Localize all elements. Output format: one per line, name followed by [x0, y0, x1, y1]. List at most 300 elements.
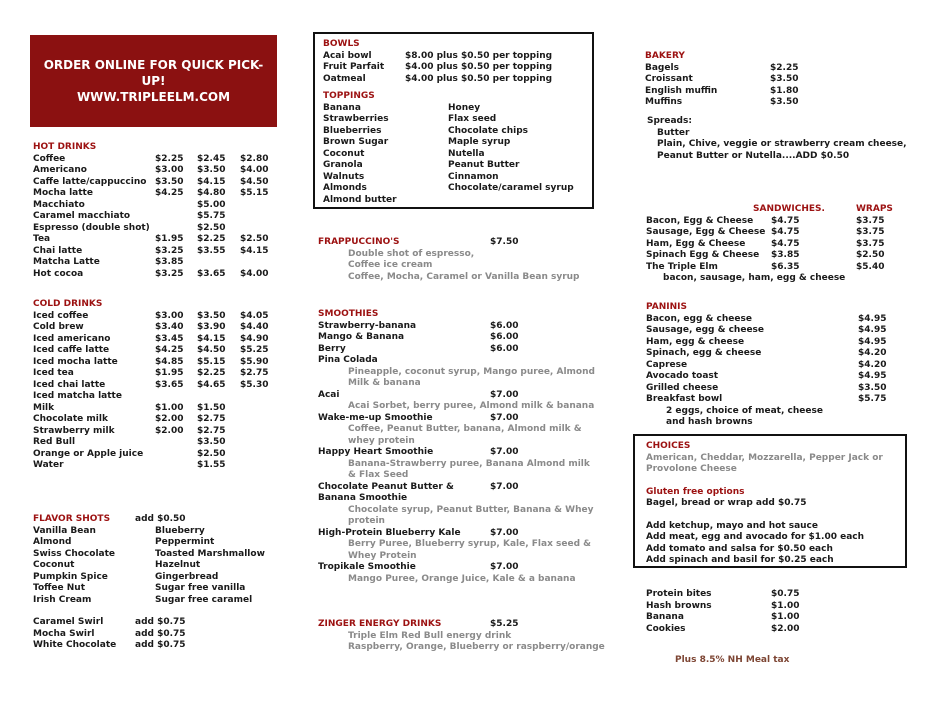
item-description: Mango Puree, Orange Juice, Kale & a banana	[348, 573, 576, 584]
tax-note: Plus 8.5% NH Meal tax	[675, 655, 790, 665]
item-name: Sausage, egg & cheese	[646, 325, 765, 335]
description-line: Double shot of espresso,	[348, 248, 475, 259]
description-line: Triple Elm Red Bull energy drink	[348, 630, 512, 641]
panini-row	[646, 348, 933, 360]
menu-item-row	[33, 322, 295, 334]
item-name: Croissant	[645, 74, 693, 84]
item-price: $7.00	[490, 527, 519, 538]
menu-item-row	[33, 234, 295, 246]
item-name: The Triple Elm	[646, 261, 718, 272]
section-title-cold-drinks: COLD DRINKS	[33, 299, 103, 309]
item-price-medium: $2.45	[197, 153, 226, 164]
add-ons-list	[646, 521, 897, 567]
item-price: $7.00	[490, 412, 519, 423]
flavor-row	[33, 560, 295, 572]
paninis-list	[646, 314, 933, 406]
choices-box	[633, 434, 907, 568]
section-title-choices: CHOICES	[646, 441, 691, 451]
sandwich-row	[646, 216, 933, 228]
section-sandwiches-wraps	[646, 204, 933, 285]
item-price-large: $4.05	[240, 310, 269, 321]
item-name: Breakfast bowl	[646, 394, 723, 404]
menu-item-row	[33, 311, 295, 323]
item-price-large: $5.25	[240, 345, 269, 355]
spreads-add-line: Peanut Butter or Nutella....ADD $0.50	[657, 150, 850, 161]
sandwich-price: $3.85	[771, 250, 800, 260]
item-price-medium: $3.90	[197, 322, 226, 332]
topping-right: Chocolate/caramel syrup	[448, 183, 574, 193]
topping-row	[323, 183, 584, 195]
menu-item-row	[33, 246, 295, 258]
item-name: Fruit Parfait	[323, 62, 385, 72]
item-name: Macchiato	[33, 199, 85, 210]
item-price: add $0.75	[135, 617, 186, 627]
premium-shots-list	[33, 617, 295, 652]
topping-right: Flax seed	[448, 114, 497, 124]
item-name: Pina Colada	[318, 355, 378, 365]
item-price-medium: $1.55	[197, 460, 226, 470]
item-price-small: $3.00	[155, 165, 184, 175]
smoothie-item	[318, 355, 614, 390]
item-price-large: $5.90	[240, 356, 269, 367]
sandwich-row	[646, 262, 933, 274]
item-name: Mango & Banana	[318, 332, 405, 342]
item-price: $1.80	[770, 85, 799, 96]
extra-row	[646, 589, 933, 601]
item-name: Cookies	[646, 623, 686, 634]
menu-item-row	[33, 165, 295, 177]
item-price-large: $4.90	[240, 333, 269, 344]
topping-row	[323, 126, 584, 138]
item-name: Grilled cheese	[646, 382, 719, 393]
item-price-small: $4.25	[155, 188, 184, 198]
item-name: Iced mocha latte	[33, 356, 118, 367]
item-price-large: $4.40	[240, 322, 269, 332]
smoothie-item	[318, 482, 614, 528]
panini-row	[646, 360, 933, 372]
sandwich-price: $4.75	[771, 215, 800, 226]
bakery-row	[645, 74, 933, 86]
item-price-small: $2.25	[155, 153, 184, 164]
column-header-wraps: WRAPS	[856, 204, 893, 214]
item-name: Muffins	[645, 97, 683, 107]
sandwich-price: $6.35	[771, 261, 800, 272]
item-price-small: $3.85	[155, 257, 184, 267]
zinger-price: $5.25	[490, 619, 519, 629]
flavor-name-left: Irish Cream	[33, 594, 92, 605]
menu-item-row	[33, 200, 295, 212]
section-extras	[646, 589, 933, 635]
item-name: Mocha Swirl	[33, 628, 95, 639]
smoothie-item	[318, 332, 614, 344]
item-description: Berry Puree, Blueberry syrup, Kale, Flax seed & Whey Protein	[348, 539, 592, 561]
cheese-options: American, Cheddar, Mozzarella, Pepper Jack or Provolone Cheese	[646, 452, 883, 474]
item-name: High-Protein Blueberry Kale	[318, 527, 461, 538]
topping-right: Peanut Butter	[448, 160, 520, 170]
flavor-name-right: Peppermint	[155, 537, 215, 547]
gluten-free-title: Gluten free options	[646, 486, 745, 497]
bowl-row	[323, 51, 584, 63]
flavor-name-left: Coconut	[33, 560, 75, 570]
wrap-price: $3.75	[856, 238, 885, 249]
wrap-price: $2.50	[856, 250, 885, 260]
section-zinger-energy-drinks	[318, 619, 618, 654]
topping-right: Nutella	[448, 148, 485, 159]
smoothie-item	[318, 344, 614, 356]
bowls-toppings-box	[313, 32, 594, 209]
flavor-name-right: Gingerbread	[155, 571, 219, 582]
panini-row	[646, 337, 933, 349]
item-price-medium: $2.75	[197, 414, 226, 424]
add-on-line: Add spinach and basil for $0.25 each	[646, 555, 834, 565]
smoothie-item	[318, 413, 614, 448]
triple-elm-footnote: bacon, sausage, ham, egg & cheese	[663, 273, 846, 283]
item-name: Iced americano	[33, 333, 111, 344]
description-line: Coffee ice cream	[348, 260, 433, 270]
item-name: Chai latte	[33, 245, 83, 256]
item-name: Spinach, egg & cheese	[646, 348, 762, 358]
item-price: $3.50	[770, 97, 799, 107]
menu-item-row	[33, 177, 295, 189]
item-price-medium: $3.50	[197, 437, 226, 447]
item-price-large: $4.15	[240, 245, 269, 256]
menu-item-row	[33, 414, 295, 426]
topping-row	[323, 114, 584, 126]
zinger-description	[318, 631, 618, 654]
item-price: $4.20	[858, 348, 887, 358]
flavor-row	[33, 583, 295, 595]
topping-left: Brown Sugar	[323, 137, 389, 147]
item-description: Acai Sorbet, berry puree, Almond milk & banana	[348, 401, 595, 411]
sandwich-row	[646, 239, 933, 251]
item-price: $3.50	[858, 382, 887, 393]
item-name: Tropikale Smoothie	[318, 562, 416, 572]
item-price: $4.95	[858, 336, 887, 347]
description-line: Raspberry, Orange, Blueberry or raspberry/orange	[348, 642, 605, 652]
topping-left: Strawberries	[323, 114, 389, 124]
menu-item-row	[33, 211, 295, 223]
topping-right: Maple syrup	[448, 137, 511, 147]
item-name: Avocado toast	[646, 371, 719, 381]
menu-item-row	[33, 345, 295, 357]
item-name: Oatmeal	[323, 73, 366, 84]
item-price-medium: $2.50	[197, 448, 226, 459]
bakery-row	[645, 63, 933, 75]
item-description: Chocolate syrup, Peanut Butter, Banana & Whey protein	[348, 504, 594, 526]
gluten-free-line: Bagel, bread or wrap add $0.75	[646, 498, 807, 508]
premium-shot-row	[33, 640, 295, 652]
item-price-small: $1.95	[155, 234, 184, 244]
item-price-medium: $4.50	[197, 345, 226, 355]
item-price-small: $3.50	[155, 176, 184, 187]
breakfast-bowl-footnote-2: and hash browns	[666, 417, 753, 427]
item-name: Ham, Egg & Cheese	[646, 238, 746, 249]
sandwich-row	[646, 250, 933, 262]
item-name: English muffin	[645, 85, 718, 96]
item-price-medium: $3.65	[197, 268, 226, 279]
topping-row	[323, 103, 584, 115]
item-price: $6.00	[490, 320, 519, 331]
flavor-name-left: Vanilla Bean	[33, 525, 96, 536]
flavor-name-left: Almond	[33, 537, 72, 547]
item-price: $7.00	[490, 481, 519, 492]
bakery-row	[645, 86, 933, 98]
topping-left: Walnuts	[323, 171, 365, 182]
item-price-medium: $2.75	[197, 425, 226, 436]
flavor-row	[33, 526, 295, 538]
flavor-name-right: Hazelnut	[155, 560, 201, 570]
item-price: $7.00	[490, 447, 519, 457]
item-price: add $0.75	[135, 640, 186, 650]
flavor-name-right: Sugar free vanilla	[155, 583, 246, 593]
item-price-small: $4.25	[155, 345, 184, 355]
banner-headline: ORDER ONLINE FOR QUICK PICK-UP!	[43, 58, 264, 88]
item-price-small: $3.25	[155, 245, 184, 256]
wrap-price: $3.75	[856, 215, 885, 226]
item-name: Caramel macchiato	[33, 211, 131, 221]
item-name: Caramel Swirl	[33, 617, 104, 627]
item-name: Bacon, egg & cheese	[646, 313, 752, 324]
item-name: White Chocolate	[33, 640, 117, 650]
menu-item-row	[33, 257, 295, 269]
item-price-small: $3.40	[155, 322, 184, 332]
item-price: $4.95	[858, 313, 887, 324]
topping-row	[323, 137, 584, 149]
add-on-line: Add meat, egg and avocado for $1.00 each	[646, 532, 865, 542]
item-price: add $0.75	[135, 628, 186, 639]
flavor-shots-list	[33, 526, 295, 607]
sandwich-row	[646, 227, 933, 239]
item-name: Iced coffee	[33, 310, 89, 321]
item-name: Banana	[646, 612, 684, 622]
item-price-medium: $4.15	[197, 176, 226, 187]
menu-item-row	[33, 403, 295, 415]
spreads-butter: Butter	[657, 127, 690, 138]
flavor-name-right: Sugar free caramel	[155, 594, 253, 605]
item-name: Bagels	[645, 62, 679, 73]
item-name: Strawberry-banana	[318, 320, 417, 331]
bowls-list	[323, 51, 584, 86]
item-name: Happy Heart Smoothie	[318, 447, 434, 457]
item-price: $1.00	[771, 600, 800, 611]
item-price-large: $4.50	[240, 176, 269, 187]
order-online-banner	[30, 35, 277, 127]
item-name: Iced tea	[33, 368, 74, 378]
section-title-frappuccino: FRAPPUCCINO'S	[318, 237, 400, 247]
item-price: $4.00 plus $0.50 per topping	[405, 73, 553, 84]
item-price-medium: $2.25	[197, 234, 226, 244]
menu-item-row	[33, 426, 295, 438]
section-bakery	[645, 51, 933, 109]
spreads-cream-cheese-line: Plain, Chive, veggie or strawberry cream cheese,	[657, 139, 907, 149]
bakery-row	[645, 97, 933, 109]
section-hot-drinks	[33, 142, 295, 280]
item-price-medium: $5.15	[197, 356, 226, 367]
item-price-large: $5.15	[240, 188, 269, 198]
smoothies-list	[318, 321, 614, 586]
add-on-line: Add tomato and salsa for $0.50 each	[646, 543, 833, 554]
bowl-row	[323, 74, 584, 86]
item-price-medium: $5.75	[197, 211, 226, 221]
item-price: $4.00 plus $0.50 per topping	[405, 62, 553, 72]
item-name: Berry	[318, 343, 346, 354]
item-name: Sausage, Egg & Cheese	[646, 227, 766, 237]
item-price-small: $3.25	[155, 268, 184, 279]
breakfast-bowl-footnote-1: 2 eggs, choice of meat, cheese	[666, 405, 823, 416]
menu-item-row	[33, 154, 295, 166]
spreads-title: Spreads:	[647, 116, 692, 126]
smoothie-item	[318, 390, 614, 413]
item-name: Iced matcha latte	[33, 391, 122, 401]
panini-row	[646, 383, 933, 395]
item-name: Caffe latte/cappuccino	[33, 176, 147, 187]
menu-item-row	[33, 449, 295, 461]
section-smoothies	[318, 309, 614, 585]
item-price: $3.50	[770, 74, 799, 84]
item-name: Mocha latte	[33, 188, 93, 198]
item-name: Iced chai latte	[33, 379, 106, 390]
item-price-medium: $4.65	[197, 379, 226, 390]
item-name: Acai bowl	[323, 50, 372, 61]
item-price: $7.00	[490, 562, 519, 572]
hot-drinks-list	[33, 154, 295, 281]
topping-right: Chocolate chips	[448, 125, 529, 136]
topping-left: Blueberries	[323, 125, 382, 136]
item-name: Americano	[33, 165, 87, 175]
smoothie-item	[318, 321, 614, 333]
section-title-smoothies: SMOOTHIES	[318, 309, 379, 319]
item-price: $5.75	[858, 394, 887, 404]
item-price-medium: $2.25	[197, 368, 226, 378]
sandwich-price: $4.75	[771, 227, 800, 237]
toppings-list	[323, 103, 584, 207]
menu-item-row	[33, 380, 295, 392]
item-name: Matcha Latte	[33, 257, 100, 267]
flavor-name-right: Toasted Marshmallow	[155, 548, 265, 559]
cold-drinks-list	[33, 311, 295, 472]
item-name: Red Bull	[33, 437, 76, 447]
item-name: Cold brew	[33, 322, 84, 332]
item-price-large: $2.75	[240, 368, 269, 378]
item-name: Orange or Apple juice	[33, 448, 144, 459]
item-price-small: $1.00	[155, 402, 184, 413]
section-flavor-shots	[33, 514, 295, 652]
item-name: Espresso (double shot)	[33, 222, 150, 233]
bowl-row	[323, 62, 584, 74]
extra-row	[646, 612, 933, 624]
menu-item-row	[33, 334, 295, 346]
flavor-shots-price-note: add $0.50	[135, 514, 186, 524]
menu-item-row	[33, 460, 295, 472]
topping-left: Almonds	[323, 183, 367, 193]
panini-row	[646, 394, 933, 406]
wrap-price: $5.40	[856, 261, 885, 272]
item-price-medium: $3.55	[197, 245, 226, 256]
menu-item-row	[33, 188, 295, 200]
flavor-name-left: Swiss Chocolate	[33, 548, 116, 559]
item-price-medium: $3.50	[197, 165, 226, 175]
item-name: Milk	[33, 402, 55, 413]
item-price-large: $2.50	[240, 234, 269, 244]
item-name: Ham, egg & cheese	[646, 336, 745, 347]
section-title-paninis: PANINIS	[646, 302, 687, 312]
description-line: Coffee, Mocha, Caramel or Vanilla Bean syrup	[348, 271, 580, 282]
section-title-bakery: BAKERY	[645, 51, 685, 61]
extra-row	[646, 601, 933, 613]
topping-left: Banana	[323, 102, 361, 113]
item-price-large: $4.00	[240, 268, 269, 279]
bakery-list	[645, 63, 933, 109]
topping-row	[323, 149, 584, 161]
item-price: $6.00	[490, 343, 519, 354]
section-frappuccino	[318, 237, 618, 283]
item-price: $2.00	[771, 623, 800, 634]
item-price-medium: $4.15	[197, 333, 226, 344]
item-name: Hash browns	[646, 600, 712, 611]
section-title-flavor-shots: FLAVOR SHOTS	[33, 514, 111, 524]
item-price-medium: $4.80	[197, 188, 226, 198]
premium-shot-row	[33, 629, 295, 641]
item-price-large: $5.30	[240, 379, 269, 390]
menu-item-row	[33, 223, 295, 235]
banner-website-link[interactable]: WWW.TRIPLEELM.COM	[76, 90, 231, 104]
flavor-name-right: Blueberry	[155, 525, 205, 536]
item-name-line2: Banana Smoothie	[318, 493, 408, 503]
item-price: $7.00	[490, 389, 519, 400]
item-price-large: $2.80	[240, 153, 269, 164]
item-price-small: $3.65	[155, 379, 184, 390]
item-price-small: $1.95	[155, 368, 184, 378]
menu-item-row	[33, 269, 295, 281]
extras-list	[646, 589, 933, 635]
item-price-small: $2.00	[155, 414, 184, 424]
wrap-price: $3.75	[856, 227, 885, 237]
item-name: Water	[33, 460, 64, 470]
topping-row	[323, 160, 584, 172]
column-header-sandwiches: SANDWICHES.	[753, 204, 825, 214]
flavor-name-left: Pumpkin Spice	[33, 571, 108, 582]
topping-left: Granola	[323, 160, 363, 170]
section-spreads	[647, 116, 933, 162]
item-name: Iced caffe latte	[33, 345, 110, 355]
topping-row	[323, 195, 584, 207]
item-price-medium: $2.50	[197, 222, 226, 233]
item-description: Banana-Strawberry puree, Banana Almond milk & Flax Seed	[348, 458, 590, 480]
smoothie-item	[318, 528, 614, 563]
item-name: Chocolate milk	[33, 414, 108, 424]
section-title-bowls: BOWLS	[323, 39, 360, 49]
item-price: $4.20	[858, 359, 887, 370]
menu-item-row	[33, 368, 295, 380]
item-name: Protein bites	[646, 589, 712, 599]
item-price: $8.00 plus $0.50 per topping	[405, 50, 553, 61]
item-price-medium: $1.50	[197, 402, 226, 413]
topping-left: Almond butter	[323, 194, 397, 205]
item-price: $2.25	[770, 62, 799, 73]
frappuccino-description	[318, 249, 618, 284]
frappuccino-price: $7.50	[490, 237, 519, 247]
flavor-row	[33, 549, 295, 561]
item-price-large: $4.00	[240, 165, 269, 175]
item-price-small: $3.00	[155, 310, 184, 321]
section-paninis	[646, 302, 933, 429]
panini-row	[646, 371, 933, 383]
item-price-medium: $5.00	[197, 199, 226, 210]
flavor-name-left: Toffee Nut	[33, 583, 86, 593]
topping-left: Coconut	[323, 148, 365, 159]
item-name: Wake-me-up Smoothie	[318, 412, 433, 423]
topping-row	[323, 172, 584, 184]
